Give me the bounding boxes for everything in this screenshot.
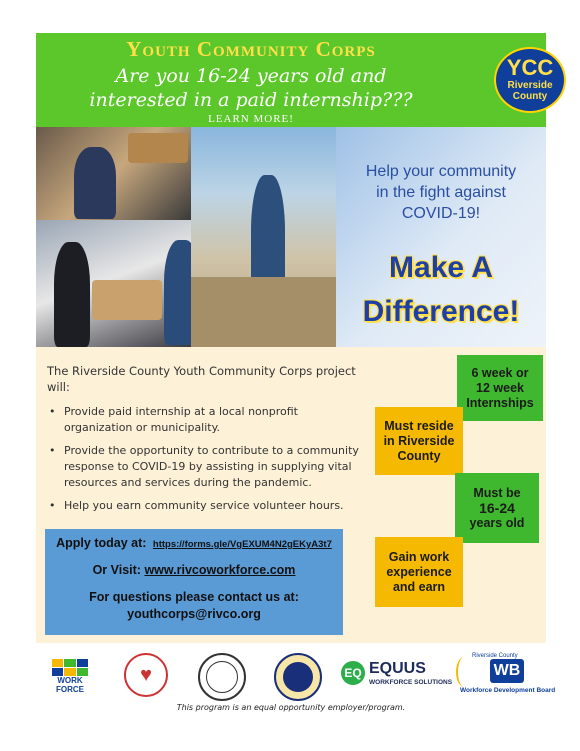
workforce-logo: [50, 653, 90, 699]
volunteer-photo-food-boxes: [36, 127, 191, 220]
help-line-3: COVID-19!: [401, 205, 481, 222]
workforce-development-board-logo: [454, 653, 556, 699]
flame-icon: [456, 657, 472, 687]
box-text-line: 12 week: [476, 380, 524, 395]
partner-logos: [36, 643, 556, 703]
hero-section: [36, 127, 546, 347]
help-line-2: in the fight against: [376, 184, 506, 201]
county-community-logo: [198, 653, 246, 701]
learn-more-text: LEARN MORE!: [208, 113, 294, 125]
apply-label: Apply today at:: [56, 536, 147, 550]
box-text-line: Must be: [473, 485, 521, 500]
benefit-item: • Help you earn community service volunteer hours.: [47, 498, 367, 514]
volunteer-photo-cleanup: [191, 127, 336, 347]
heart-icon: ♥: [140, 663, 152, 686]
apply-row: [45, 536, 343, 550]
residency-requirement-box: [375, 407, 463, 475]
county-seal-logo: [274, 653, 322, 701]
box-text-line: Internships: [466, 395, 534, 410]
question-line-1: Are you 16-24 years old and: [115, 65, 387, 87]
box-text-line: and earn: [392, 579, 446, 594]
wdb-board-text: Workforce Development Board: [460, 687, 556, 694]
apply-box: [45, 529, 343, 635]
equus-subtitle: WORKFORCE SOLUTIONS: [369, 679, 453, 686]
header-banner: [36, 33, 554, 127]
badge-acronym: YCC: [506, 55, 554, 80]
website-link[interactable]: www.rivcoworkforce.com: [144, 563, 296, 577]
wdb-county-text: Riverside County: [472, 653, 518, 659]
questions-text: For questions please contact us at:: [89, 590, 299, 604]
ycc-badge-logo: [494, 47, 566, 113]
contact-row: [45, 589, 343, 623]
wdb-mark: WB: [490, 659, 524, 683]
info-section: [36, 347, 546, 643]
family-life-center-logo: [124, 653, 168, 697]
equus-name: EQUUS: [369, 660, 426, 677]
box-text-line: County: [397, 448, 441, 463]
workforce-logo-text: WORK FORCE: [56, 676, 84, 694]
benefit-item: • Provide the opportunity to contribute to a community response to COVID-19 by assisting in supplying vital resources and services during the pandemic.: [47, 443, 367, 491]
box-text-line: 6 week or: [471, 365, 529, 380]
intro-text: The Riverside County Youth Community Corps project will:: [47, 364, 356, 394]
visit-row: [45, 563, 343, 577]
hero-message-panel: [336, 127, 546, 347]
box-text-line: experience: [386, 564, 452, 579]
help-community-text: [336, 161, 546, 224]
badge-line-1: Riverside: [507, 80, 553, 91]
equus-logo: [341, 659, 453, 689]
benefit-item: • Provide paid internship at a local nonprofit organization or municipality.: [47, 404, 367, 436]
age-requirement-box: [455, 473, 539, 543]
question-line-2: interested in a paid internship???: [89, 89, 413, 111]
benefits-list: [47, 404, 367, 521]
make-a-heading: Make A: [389, 251, 493, 284]
work-experience-box: [375, 537, 463, 607]
contact-email-link[interactable]: youthcorps@rivco.org: [127, 607, 261, 621]
box-text-line: years old: [469, 515, 525, 530]
badge-line-2: County: [512, 91, 548, 102]
equal-opportunity-footer: This program is an equal opportunity employer/program.: [176, 703, 406, 712]
box-text-line: Must reside: [384, 418, 454, 433]
box-text-line: Gain work: [388, 549, 450, 564]
equus-mark-icon: EQ: [341, 661, 365, 685]
difference-heading: Difference!: [362, 295, 520, 328]
apply-form-link[interactable]: https://forms.gle/VgEXUM4N2gEKyA3t7: [152, 539, 332, 550]
volunteer-photo-distribution: [36, 220, 211, 347]
internship-length-box: [457, 355, 543, 421]
box-text-line: in Riverside: [383, 433, 455, 448]
box-text-line: 16-24: [479, 499, 515, 516]
program-title: Youth Community Corps: [126, 37, 376, 61]
visit-label: Or Visit:: [92, 563, 141, 577]
help-line-1: Help your community: [365, 163, 517, 180]
